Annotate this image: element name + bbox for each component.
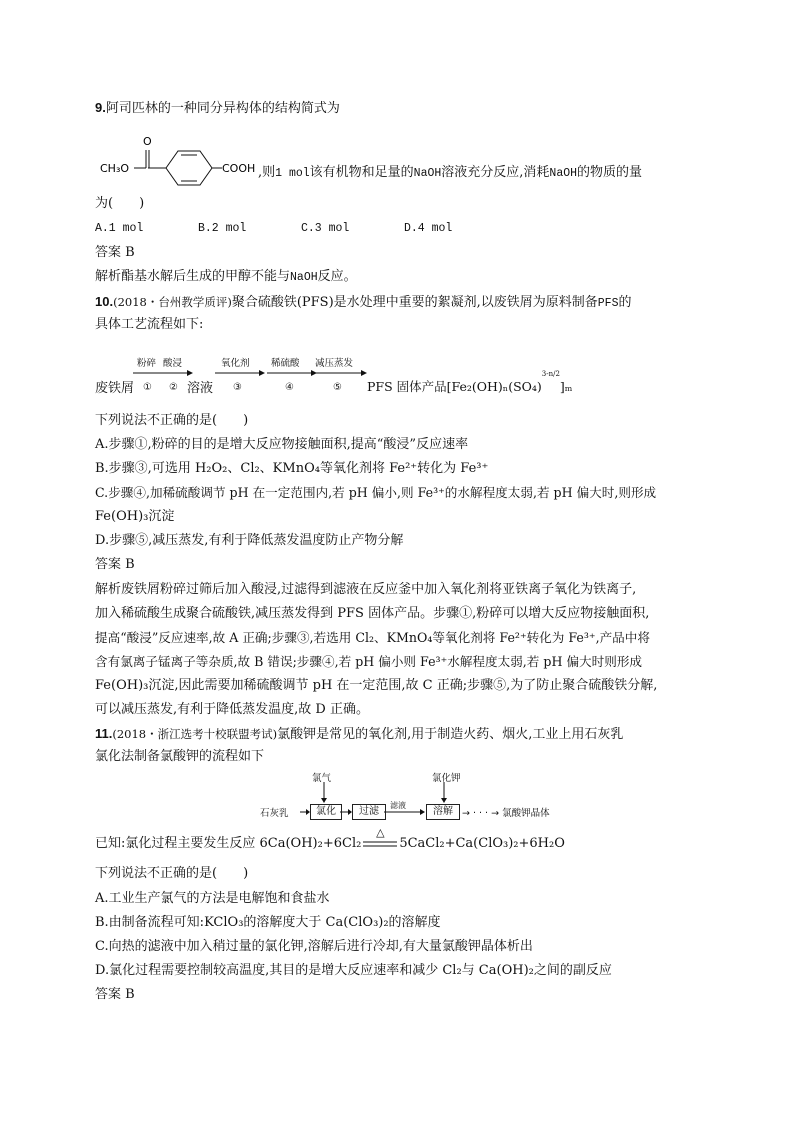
q10-option-c-line1: C.步骤④,加稀硫酸调节 pH 在一定范围内,若 pH 偏小,则 Fe³⁺的水解程度太弱,若 pH 偏大时,则形成	[95, 485, 657, 500]
q9-stem-cont	[258, 163, 708, 184]
q9-option-c: C.3 mol	[301, 222, 350, 235]
q10-option-b: B.步骤③,可选用 H₂O₂、Cl₂、KMnO₄等氧化剂将 Fe²⁺转化为 Fe³⁺	[95, 461, 489, 476]
flow-product-end: ]ₘ	[559, 379, 573, 394]
q11-question: 下列说法不正确的是( )	[95, 866, 249, 881]
q9-stem-text: 阿司匹林的一种同分异构体的结构简式为	[105, 101, 340, 116]
flow-product-sup: 3-n/2	[541, 369, 560, 378]
q9-text-a: ,则	[258, 165, 276, 180]
flow-product	[367, 369, 573, 395]
flow-mid: 溶液	[187, 381, 214, 396]
q9-text-d: 的物质的量	[577, 165, 643, 180]
q9-stem	[95, 98, 705, 119]
q10-option-a: A.步骤①,粉碎的目的是增大反应物接触面积,提高“酸浸”反应速率	[95, 437, 469, 452]
q9-option-b: B.2 mol	[198, 222, 247, 235]
q9-option-d: D.4 mol	[404, 222, 453, 235]
q11-answer: 答案 B	[95, 987, 135, 1002]
q9-text-b: 该有机物和足量的	[309, 165, 414, 180]
q10-stem2: 具体工艺流程如下:	[95, 317, 204, 332]
q9-answer: 答案 B	[95, 245, 135, 260]
flow-num-1: ①	[143, 382, 152, 393]
q11-known-a: 已知:氯化过程主要发生反应 6Ca(OH)₂+6Cl₂	[95, 836, 362, 851]
flow-cl2-label: 氯气	[312, 773, 332, 784]
q9-analysis-b: 反应。	[317, 269, 357, 284]
flow-num-5: ⑤	[333, 382, 342, 393]
q9-naoh-1: NaOH	[413, 167, 442, 180]
flow-num-3: ③	[233, 382, 242, 393]
q10-option-d: D.步骤⑤,减压蒸发,有利于降低蒸发温度防止产物分解	[95, 533, 404, 548]
q9-option-a: A.1 mol	[95, 222, 144, 235]
q10-analysis-line-2: 加入稀硫酸生成聚合硫酸铁,减压蒸发得到 PFS 固体产品。步骤①,粉碎可以增大反应物接触面积,	[95, 606, 650, 621]
flow-box-chlorination: 氯化	[310, 804, 342, 820]
q10-flow-chart	[95, 355, 615, 405]
flow-step1-label: 粉碎	[137, 358, 157, 369]
q10-stem	[95, 292, 705, 314]
q10-source: (2018・台州教学质评)	[113, 295, 232, 309]
q10-number: 10.	[95, 294, 114, 309]
flow-arrow-4	[267, 368, 317, 378]
q11-option-a: A.工业生产氯气的方法是电解饱和食盐水	[95, 891, 330, 906]
flow-arrow-3	[215, 368, 265, 378]
q9-number: 9.	[95, 100, 106, 115]
q10-analysis-line-5: Fe(OH)₃沉淀,因此需要加稀硫酸调节 pH 在一定范围,故 C 正确;步骤⑤,为了防止聚合硫酸铁分解,	[95, 678, 658, 693]
q11-stem	[95, 724, 705, 745]
q11-option-b: B.由制备流程可知:KClO₃的溶解度大于 Ca(ClO₃)₂的溶解度	[95, 915, 441, 930]
q9-text-c: 溶液充分反应,消耗	[441, 165, 550, 180]
flow-kcl-label: 氯化钾	[432, 773, 461, 784]
carbonyl-o-label: O	[143, 135, 152, 148]
flow-filtrate-label: 滤液	[390, 801, 406, 810]
flow-step2-label: 酸浸	[163, 358, 183, 369]
q10-analysis-line-6: 可以减压蒸发,有利于降低蒸发温度,故 D 正确。	[95, 702, 369, 717]
ester-group-label: CH₃O	[100, 162, 130, 175]
q11-stem-a: 氯酸钾是常见的氧化剂,用于制造火药、烟火,工业上用石灰乳	[277, 727, 624, 742]
q11-source: (2018・浙江选考十校联盟考试)	[112, 727, 278, 741]
q11-known-b: 5CaCl₂+Ca(ClO₃)₂+6H₂O	[399, 836, 565, 851]
q9-options	[95, 219, 705, 239]
q9-analysis	[95, 267, 705, 288]
flow-num-2: ②	[169, 382, 178, 393]
q11-reaction-arrow	[361, 826, 399, 854]
q11-option-d: D.氯化过程需要控制较高温度,其目的是增大反应速率和减少 Cl₂与 Ca(OH)₂之间的副反应	[95, 963, 612, 978]
flow-start-label: 石灰乳	[260, 808, 289, 819]
flow-start: 废铁屑	[95, 381, 135, 396]
q9-analysis-naoh: NaOH	[290, 271, 318, 284]
q10-stem-a: 聚合硫酸铁(PFS)是水处理中重要的絮凝剂,以废铁屑为原料制备	[231, 295, 598, 310]
q10-option-c-line2: Fe(OH)₃沉淀	[95, 509, 175, 524]
flow-step5-label: 减压蒸发	[315, 358, 354, 369]
flow-step4-label: 稀硫酸	[271, 358, 300, 369]
q9-stem-end: 为( )	[95, 196, 145, 211]
flow-product-text: PFS 固体产品[Fe₂(OH)ₙ(SO₄)	[367, 379, 542, 394]
q11-flow-arrows	[260, 780, 560, 826]
q11-option-c: C.向热的滤液中加入稍过量的氯化钾,溶解后进行冷却,有大量氯酸钾晶体析出	[95, 939, 533, 954]
flow-end-label: → · · · → 氯酸钾晶体	[462, 808, 550, 819]
q10-question: 下列说法不正确的是( )	[95, 413, 249, 428]
q9-mol: 1 mol	[275, 167, 310, 180]
q10-analysis-line-3: 提高“酸浸”反应速率,故 A 正确;步骤③,若选用 Cl₂、KMnO₄等氧化剂将 Fe²⁺转化为 Fe³⁺,产品中将	[95, 630, 650, 645]
q9-analysis-a: 解析酯基水解后生成的甲醇不能与	[95, 269, 291, 284]
q10-analysis-line-1: 解析废铁屑粉碎过筛后加入酸浸,过滤得到滤液在反应釜中加入氧化剂将亚铁离子氧化为铁离子,	[95, 582, 637, 597]
q10-analysis-line-4: 含有氯离子锰离子等杂质,故 B 错误;步骤④,若 pH 偏小则 Fe³⁺水解程度太弱,若 pH 偏大时则形成	[95, 654, 643, 669]
flow-box-filtration: 过滤	[352, 804, 386, 820]
acid-group-label: COOH	[222, 162, 256, 175]
q11-flow-chart	[260, 770, 560, 826]
flow-arrow-5	[311, 368, 367, 378]
benzene-ring	[166, 151, 212, 185]
flow-step3-label: 氧化剂	[221, 358, 250, 369]
q10-stem-pfs: PFS	[597, 297, 619, 310]
q10-stem-b: 的	[618, 295, 632, 310]
q11-number: 11.	[95, 726, 113, 741]
flow-arrow-1	[133, 368, 193, 378]
q10-answer: 答案 B	[95, 557, 135, 572]
heat-symbol: △	[376, 826, 385, 839]
flow-num-4: ④	[285, 382, 294, 393]
q11-stem2: 氯化法制备氯酸钾的流程如下	[95, 749, 265, 764]
q11-known	[95, 826, 705, 854]
flow-box-dissolve: 溶解	[426, 804, 460, 820]
q9-structure-formula	[98, 128, 260, 198]
q9-naoh-2: NaOH	[549, 167, 578, 180]
